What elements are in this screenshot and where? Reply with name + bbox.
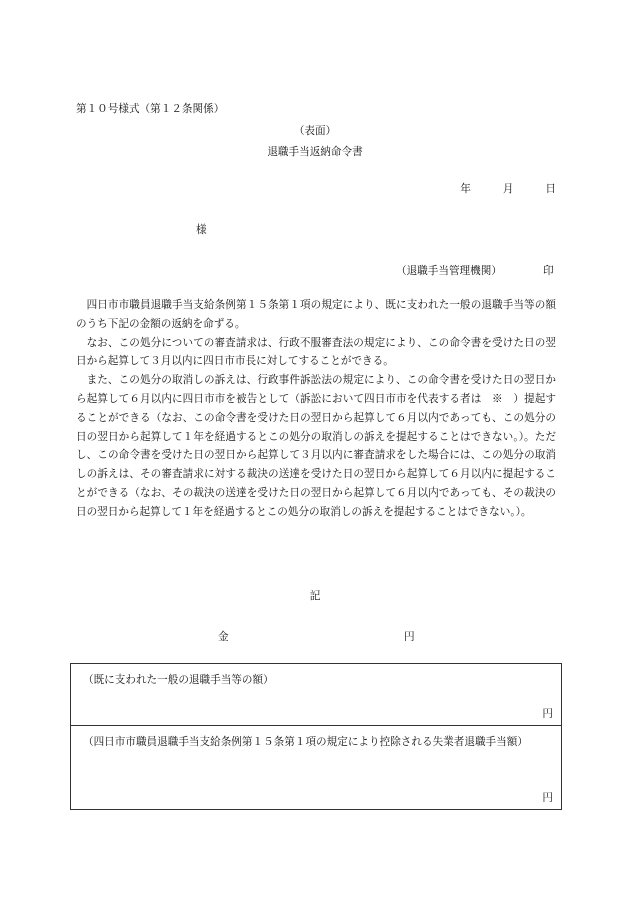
paragraph-order: 四日市市職員退職手当支給条例第１５条第１項の規定により、既に支われた一般の退職手当等の額のうち下記の金額の返納を命ずる。: [76, 299, 556, 330]
table-row-label: （四日市市職員退職手当支給条例第１５条第１項の規定により控除される失業者退職手当額）: [83, 736, 528, 748]
table-row-yen: 円: [542, 792, 553, 804]
date-day: 日: [545, 183, 556, 195]
table-row: [71, 664, 561, 725]
body-text: [76, 296, 556, 522]
ki-heading: 記: [309, 590, 321, 602]
paragraph-lawsuit: また、この処分の取消しの訴えは、行政事件訴訟法の規定により、この命令書を受けた日の翌日から起算して６月以内に四日市市を被告として（訴訟において四日市市を代表する者は ※ ）提起することができる（なお、この命令書を受けた日の翌日から起算して６月以内であっても、この処分の日の翌日から起算して１年を経過するとこの処分の取消しの訴えを提起することはできない。）。ただし、この命令書を受けた日の翌日から起算して３月以内に審査請求をした場合には、この処分の取消しの訴えは、その審査請求に対する裁決の送達を受けた日の翌日から起算して６月以内に提起することができる（なお、その裁決の送達を受けた日の翌日から起算して６月以内であっても、その裁決の日の翌日から起算して１年を経過するとこの処分の取消しの訴えを提起することはできない。）。: [76, 374, 556, 518]
form-number: 第１０号様式（第１２条関係）: [76, 103, 225, 115]
table-row: [71, 725, 561, 809]
amount-yen: 円: [404, 631, 415, 643]
amount-kin: 金: [218, 631, 229, 643]
seal-mark: 印: [543, 265, 554, 277]
amount-table: [70, 663, 562, 810]
table-row-label: （既に支われた一般の退職手当等の額）: [83, 674, 274, 686]
document-title: 退職手当返納命令書: [267, 146, 363, 158]
recipient-suffix: 様: [196, 224, 207, 236]
side-label: （表面）: [293, 125, 337, 137]
date-line: [460, 181, 556, 196]
issuer-label: （退職手当管理機関）: [396, 265, 502, 277]
date-month: 月: [502, 183, 514, 195]
paragraph-appeal: なお、この処分についての審査請求は、行政不服審査法の規定により、この命令書を受けた日の翌日から起算して３月以内に四日市市長に対してすることができる。: [76, 336, 556, 368]
table-row-yen: 円: [542, 708, 553, 720]
date-year: 年: [460, 183, 471, 195]
